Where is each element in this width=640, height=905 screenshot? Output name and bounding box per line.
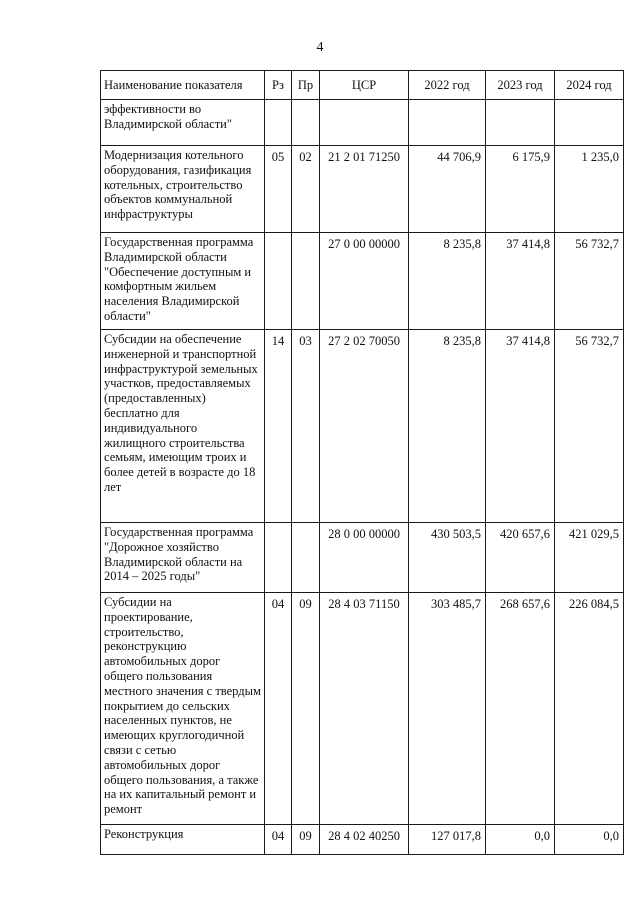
- row-rz: [265, 100, 292, 146]
- table-row: [101, 593, 624, 825]
- row-2022: 8 235,8: [409, 330, 486, 523]
- header-name: Наименование показателя: [101, 71, 265, 100]
- header-2024: 2024 год: [555, 71, 624, 100]
- budget-table: [100, 70, 624, 855]
- row-2024: 0,0: [555, 825, 624, 855]
- row-rz: 14: [265, 330, 292, 523]
- table-header-row: [101, 71, 624, 100]
- row-rz: 04: [265, 825, 292, 855]
- row-csr: 27 2 02 70050: [320, 330, 409, 523]
- row-2022: 8 235,8: [409, 233, 486, 330]
- table-row: [101, 330, 624, 523]
- row-csr: 27 0 00 00000: [320, 233, 409, 330]
- row-2024: 56 732,7: [555, 330, 624, 523]
- row-rz: 05: [265, 146, 292, 233]
- row-rz: [265, 233, 292, 330]
- row-name: эффективности во Владимирской области": [104, 102, 232, 131]
- row-pr: 02: [292, 146, 320, 233]
- header-2023: 2023 год: [486, 71, 555, 100]
- row-csr: 21 2 01 71250: [320, 146, 409, 233]
- row-2023: 6 175,9: [486, 146, 555, 233]
- row-pr: 09: [292, 593, 320, 825]
- header-pr: Пр: [292, 71, 320, 100]
- table-row: [101, 523, 624, 593]
- page-number: 4: [316, 40, 324, 55]
- row-2024: 1 235,0: [555, 146, 624, 233]
- table-row: [101, 825, 624, 855]
- header-csr: ЦСР: [320, 71, 409, 100]
- row-2023: [486, 100, 555, 146]
- row-2024: 226 084,5: [555, 593, 624, 825]
- row-name: Государственная программа Владимирской области "Обеспечение доступным и комфортным жильем населения Владимирской области": [104, 235, 254, 323]
- row-2023: 268 657,6: [486, 593, 555, 825]
- row-2024: [555, 100, 624, 146]
- row-2022: 430 503,5: [409, 523, 486, 593]
- row-name: Реконструкция: [104, 827, 184, 841]
- row-rz: 04: [265, 593, 292, 825]
- row-csr: 28 4 03 71150: [320, 593, 409, 825]
- row-rz: [265, 523, 292, 593]
- row-2022: 44 706,9: [409, 146, 486, 233]
- row-2022: [409, 100, 486, 146]
- header-rz: Рз: [265, 71, 292, 100]
- table-row: [101, 233, 624, 330]
- row-csr: [320, 100, 409, 146]
- row-csr: 28 4 02 40250: [320, 825, 409, 855]
- row-pr: 09: [292, 825, 320, 855]
- row-name: Субсидии на обеспечение инженерной и транспортной инфраструктурой земельных участков, предоставляемых (предоставленных) бесплатно для индивидуального жилищного строительства семьям, имеющим троих и более детей в возрасте до 18 лет: [104, 332, 258, 494]
- row-name: Модернизация котельного оборудования, газификация котельных, строительство объектов коммунальной инфраструктуры: [104, 148, 252, 222]
- table-row: [101, 100, 624, 146]
- row-csr: 28 0 00 00000: [320, 523, 409, 593]
- row-2024: 56 732,7: [555, 233, 624, 330]
- row-2022: 303 485,7: [409, 593, 486, 825]
- row-2023: 37 414,8: [486, 233, 555, 330]
- row-2023: 420 657,6: [486, 523, 555, 593]
- row-pr: [292, 100, 320, 146]
- row-name: Субсидии на проектирование, строительство, реконструкцию автомобильных дорог общего пользования местного значения с твердым покрытием до сельских населенных пунктов, не имеющих круглогодичной связи с сетью автомобильных дорог общего пользования, а также на их капитальный ремонт и ремонт: [104, 595, 261, 817]
- row-2024: 421 029,5: [555, 523, 624, 593]
- row-2023: 0,0: [486, 825, 555, 855]
- row-name: Государственная программа "Дорожное хозяйство Владимирской области на 2014 – 2025 годы": [104, 525, 254, 584]
- row-2022: 127 017,8: [409, 825, 486, 855]
- table-row: [101, 146, 624, 233]
- row-pr: 03: [292, 330, 320, 523]
- row-2023: 37 414,8: [486, 330, 555, 523]
- row-pr: [292, 523, 320, 593]
- header-2022: 2022 год: [409, 71, 486, 100]
- row-pr: [292, 233, 320, 330]
